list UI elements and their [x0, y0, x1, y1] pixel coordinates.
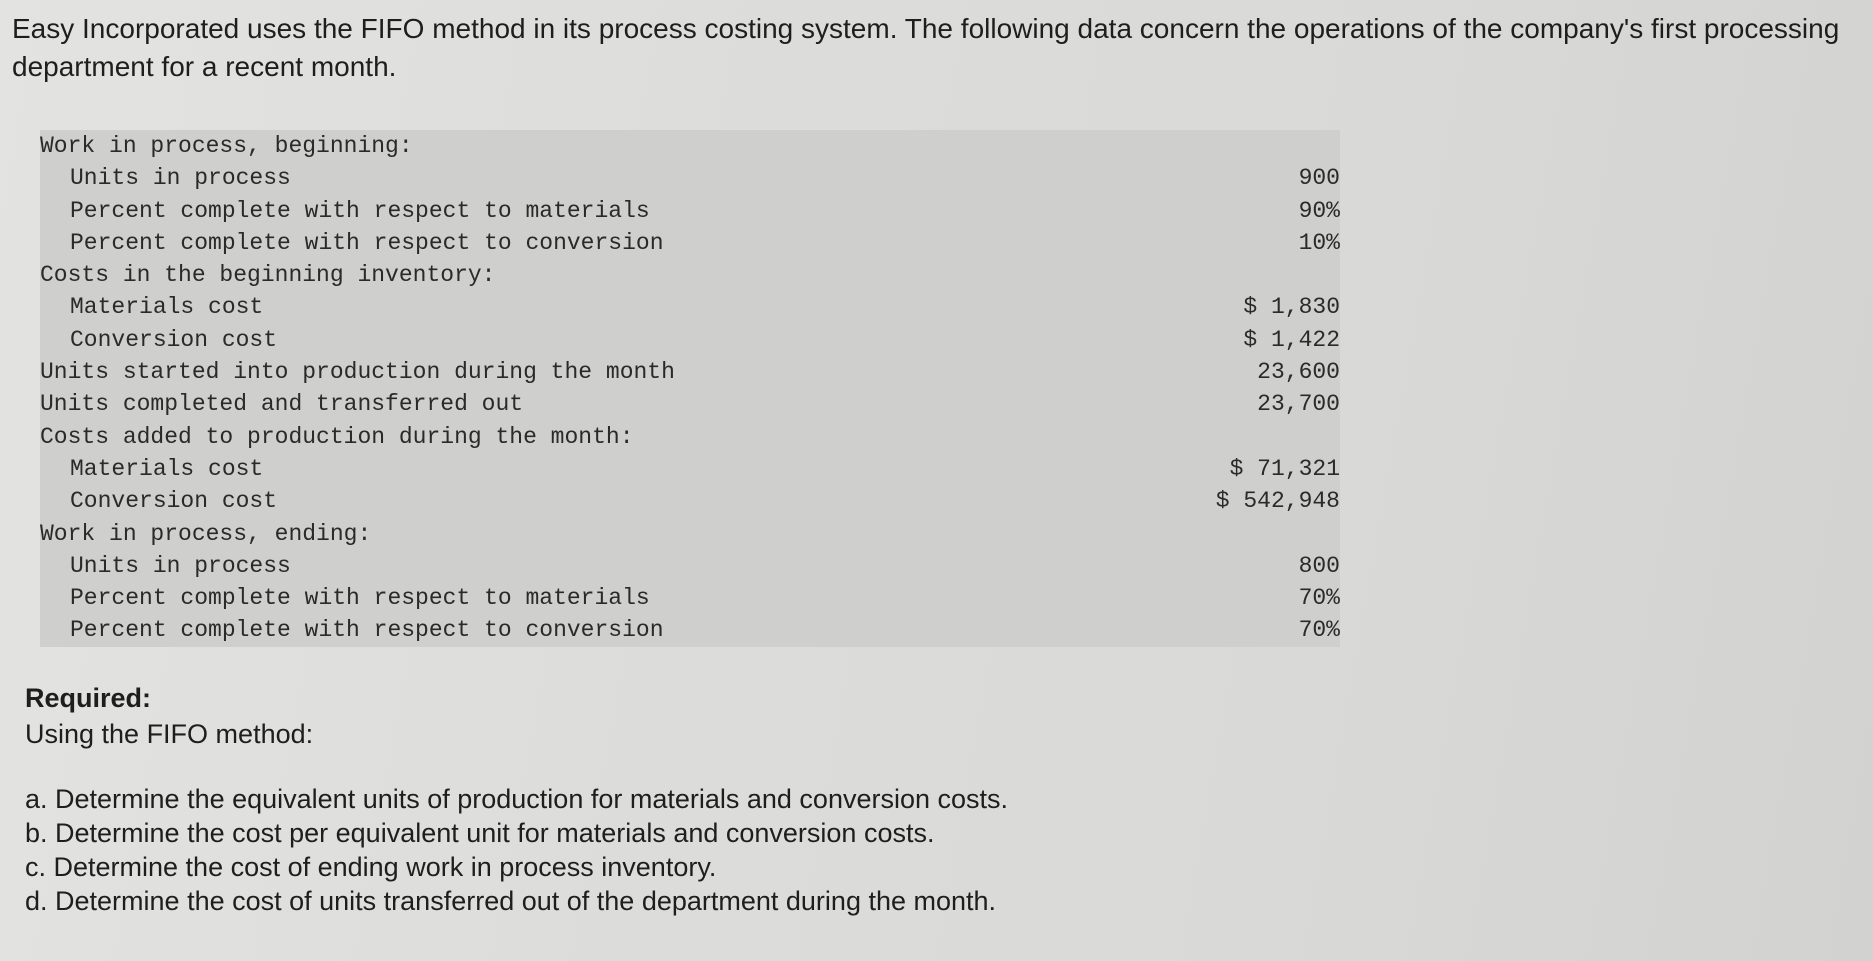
table-row [40, 614, 1340, 646]
row-value: 900 [1298, 165, 1340, 192]
list-item: c. Determine the cost of ending work in process inventory. [25, 852, 717, 882]
row-label: Costs in the beginning inventory: [40, 262, 496, 289]
row-label: Units in process [70, 165, 291, 192]
required-section [25, 680, 313, 752]
required-subtitle: Using the FIFO method: [25, 719, 314, 749]
row-value: 70% [1298, 617, 1340, 644]
row-value: 70% [1298, 585, 1340, 612]
row-label: Percent complete with respect to conversion [70, 229, 664, 256]
table-row [40, 582, 1340, 614]
table-row [40, 259, 1340, 291]
row-value: 90% [1298, 197, 1340, 224]
row-label: Units started into production during the month [40, 359, 675, 386]
list-item: b. Determine the cost per equivalent unit for materials and conversion costs. [25, 818, 935, 848]
row-label: Percent complete with respect to conversion [70, 617, 664, 644]
row-label: Units in process [70, 552, 291, 579]
table-row [40, 485, 1340, 517]
table-row [40, 550, 1340, 582]
row-value: $ 542,948 [1215, 488, 1340, 515]
table-row [40, 453, 1340, 485]
row-label: Costs added to production during the month: [40, 423, 634, 450]
problem-intro: Easy Incorporated uses the FIFO method in its process costing system. The following data concern the operations of the company's first processing department for a recent month. [12, 13, 1840, 82]
required-heading: Required: [25, 683, 152, 713]
row-label: Work in process, ending: [40, 520, 372, 547]
table-row [40, 388, 1340, 420]
row-value: $ 1,830 [1243, 294, 1340, 321]
table-row [40, 130, 1340, 162]
table-row [40, 324, 1340, 356]
table-row [40, 356, 1340, 388]
table-row [40, 227, 1340, 259]
table-row [40, 421, 1340, 453]
task-list [25, 782, 1008, 918]
row-value: 800 [1298, 552, 1340, 579]
row-label: Percent complete with respect to materials [70, 585, 650, 612]
row-value: $ 1,422 [1243, 326, 1340, 353]
row-value: 23,700 [1257, 391, 1340, 418]
row-label: Materials cost [70, 294, 264, 321]
row-value: 23,600 [1257, 359, 1340, 386]
row-label: Conversion cost [70, 488, 278, 515]
list-item: a. Determine the equivalent units of production for materials and conversion costs. [25, 784, 1009, 814]
row-label: Materials cost [70, 455, 264, 482]
row-label: Percent complete with respect to materials [70, 197, 650, 224]
row-label: Conversion cost [70, 326, 278, 353]
row-label: Units completed and transferred out [40, 391, 524, 418]
row-value: $ 71,321 [1229, 455, 1340, 482]
data-table [40, 130, 1340, 647]
row-label: Work in process, beginning: [40, 133, 413, 159]
list-item: d. Determine the cost of units transferred out of the department during the month. [25, 886, 997, 916]
table-row [40, 195, 1340, 227]
table-row [40, 291, 1340, 323]
row-value: 10% [1298, 229, 1340, 256]
table-row [40, 162, 1340, 194]
table-row [40, 518, 1340, 550]
